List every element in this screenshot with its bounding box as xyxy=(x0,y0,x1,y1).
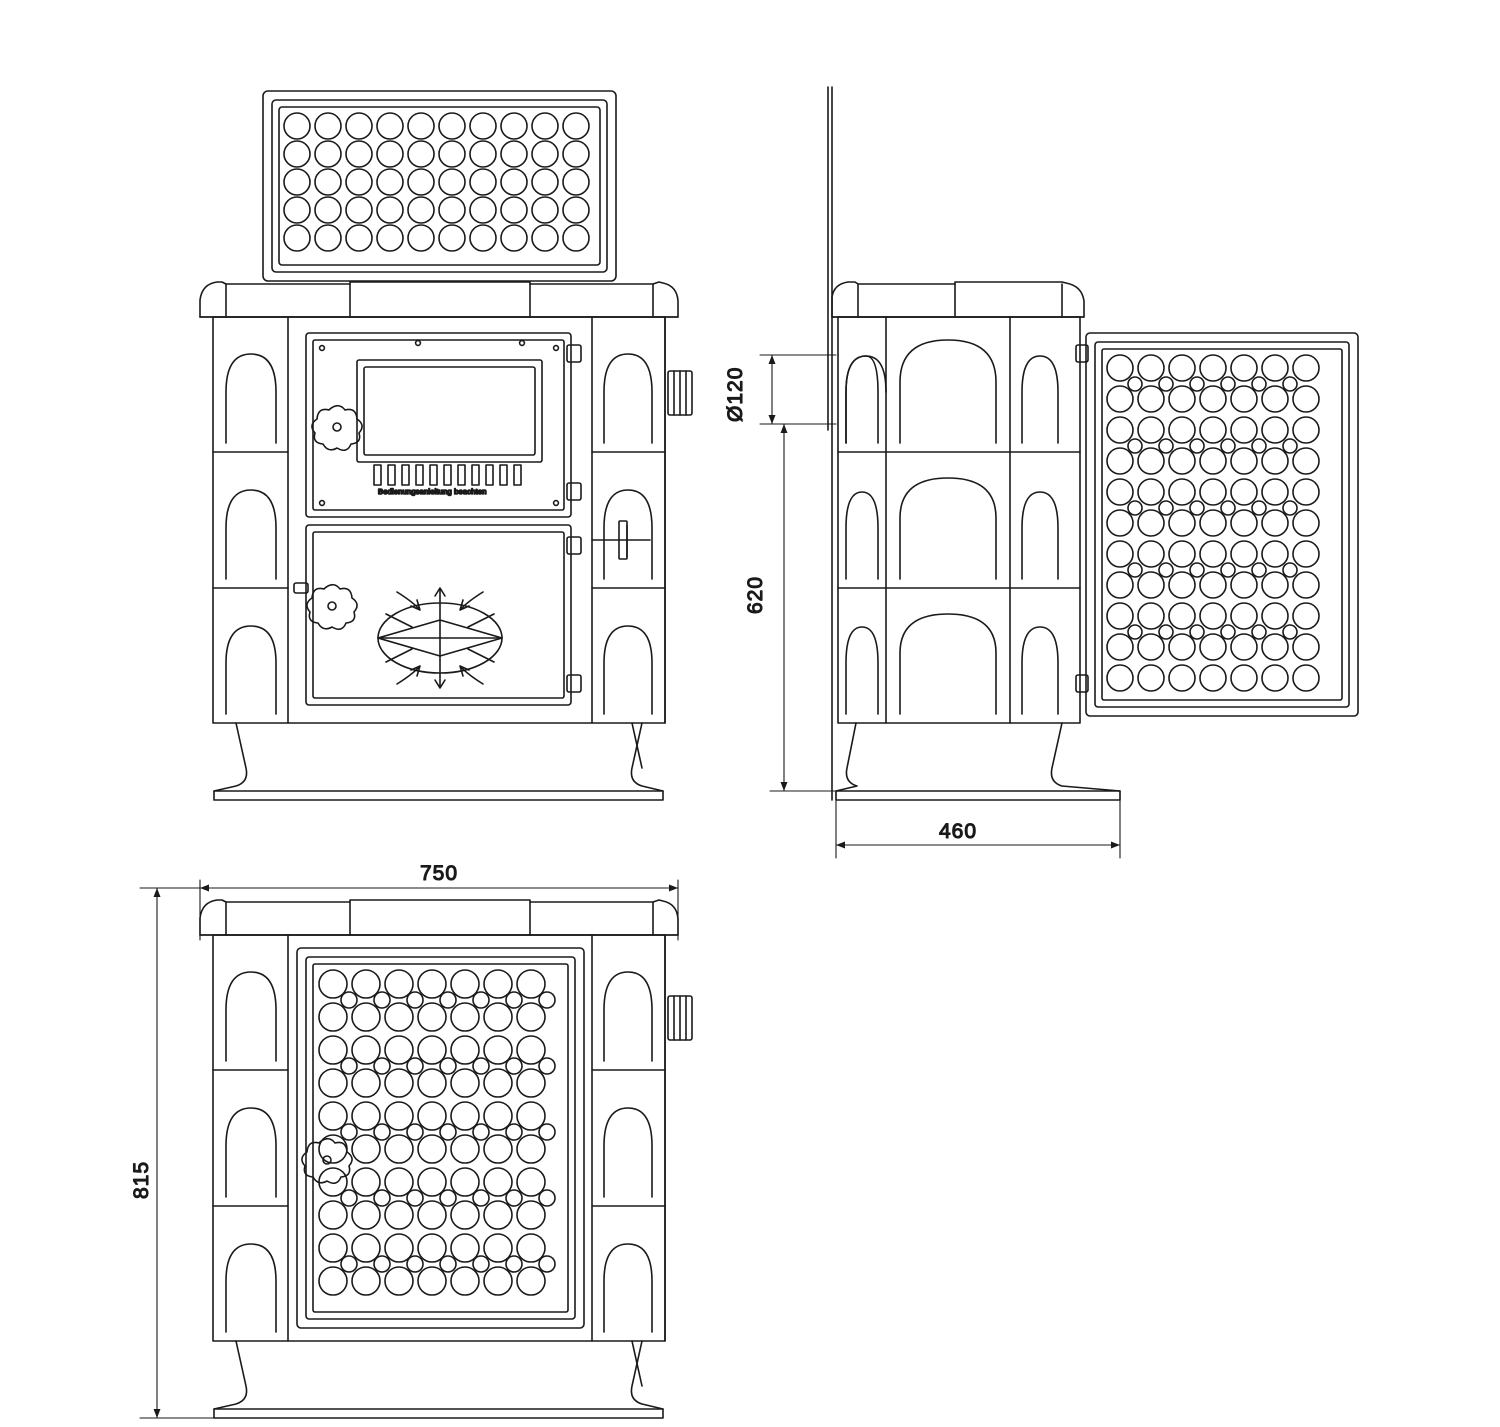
side-view-open-door xyxy=(1086,333,1358,716)
front-view-top-plate xyxy=(263,91,616,281)
dim-flue-height: 620 xyxy=(744,575,767,614)
airflow-symbol xyxy=(378,588,502,688)
side-view-cornice xyxy=(832,282,1084,317)
rear-view-cornice xyxy=(200,900,678,935)
dim-depth: 460 xyxy=(938,820,978,843)
front-view-hinges xyxy=(567,345,581,692)
front-view-air-lever xyxy=(592,521,650,559)
front-view-flue-spigot xyxy=(668,371,692,415)
open-door-circle-grid xyxy=(1107,355,1319,691)
side-view xyxy=(828,87,1358,800)
front-view-cornice xyxy=(200,282,678,317)
top-plate-circle-grid xyxy=(284,113,589,251)
rear-view-tiled-panel xyxy=(297,948,584,1328)
front-view-firebox-door xyxy=(306,525,571,705)
rear-view-base xyxy=(214,1341,663,1418)
dim-width: 750 xyxy=(419,862,459,885)
side-view-body xyxy=(838,317,1080,723)
side-view-base xyxy=(836,723,1120,800)
front-view-door-handle-lower xyxy=(294,583,357,629)
side-view-dimensions xyxy=(724,355,1120,858)
door-plate-text: Bedienungsanleitung beachten xyxy=(378,487,487,496)
front-view-door-handle-upper xyxy=(312,406,362,451)
tiled-panel-circle-grid xyxy=(319,970,555,1295)
dim-flue-diameter: Ø120 xyxy=(724,366,747,422)
rear-view xyxy=(200,900,692,1418)
front-view xyxy=(200,91,692,800)
dim-height: 815 xyxy=(130,1160,153,1200)
oven-door-grille xyxy=(374,465,521,485)
rear-view-flue-spigot xyxy=(668,996,692,1040)
front-view-body xyxy=(213,317,665,723)
front-view-base xyxy=(214,723,663,800)
front-view-oven-door xyxy=(306,333,571,517)
